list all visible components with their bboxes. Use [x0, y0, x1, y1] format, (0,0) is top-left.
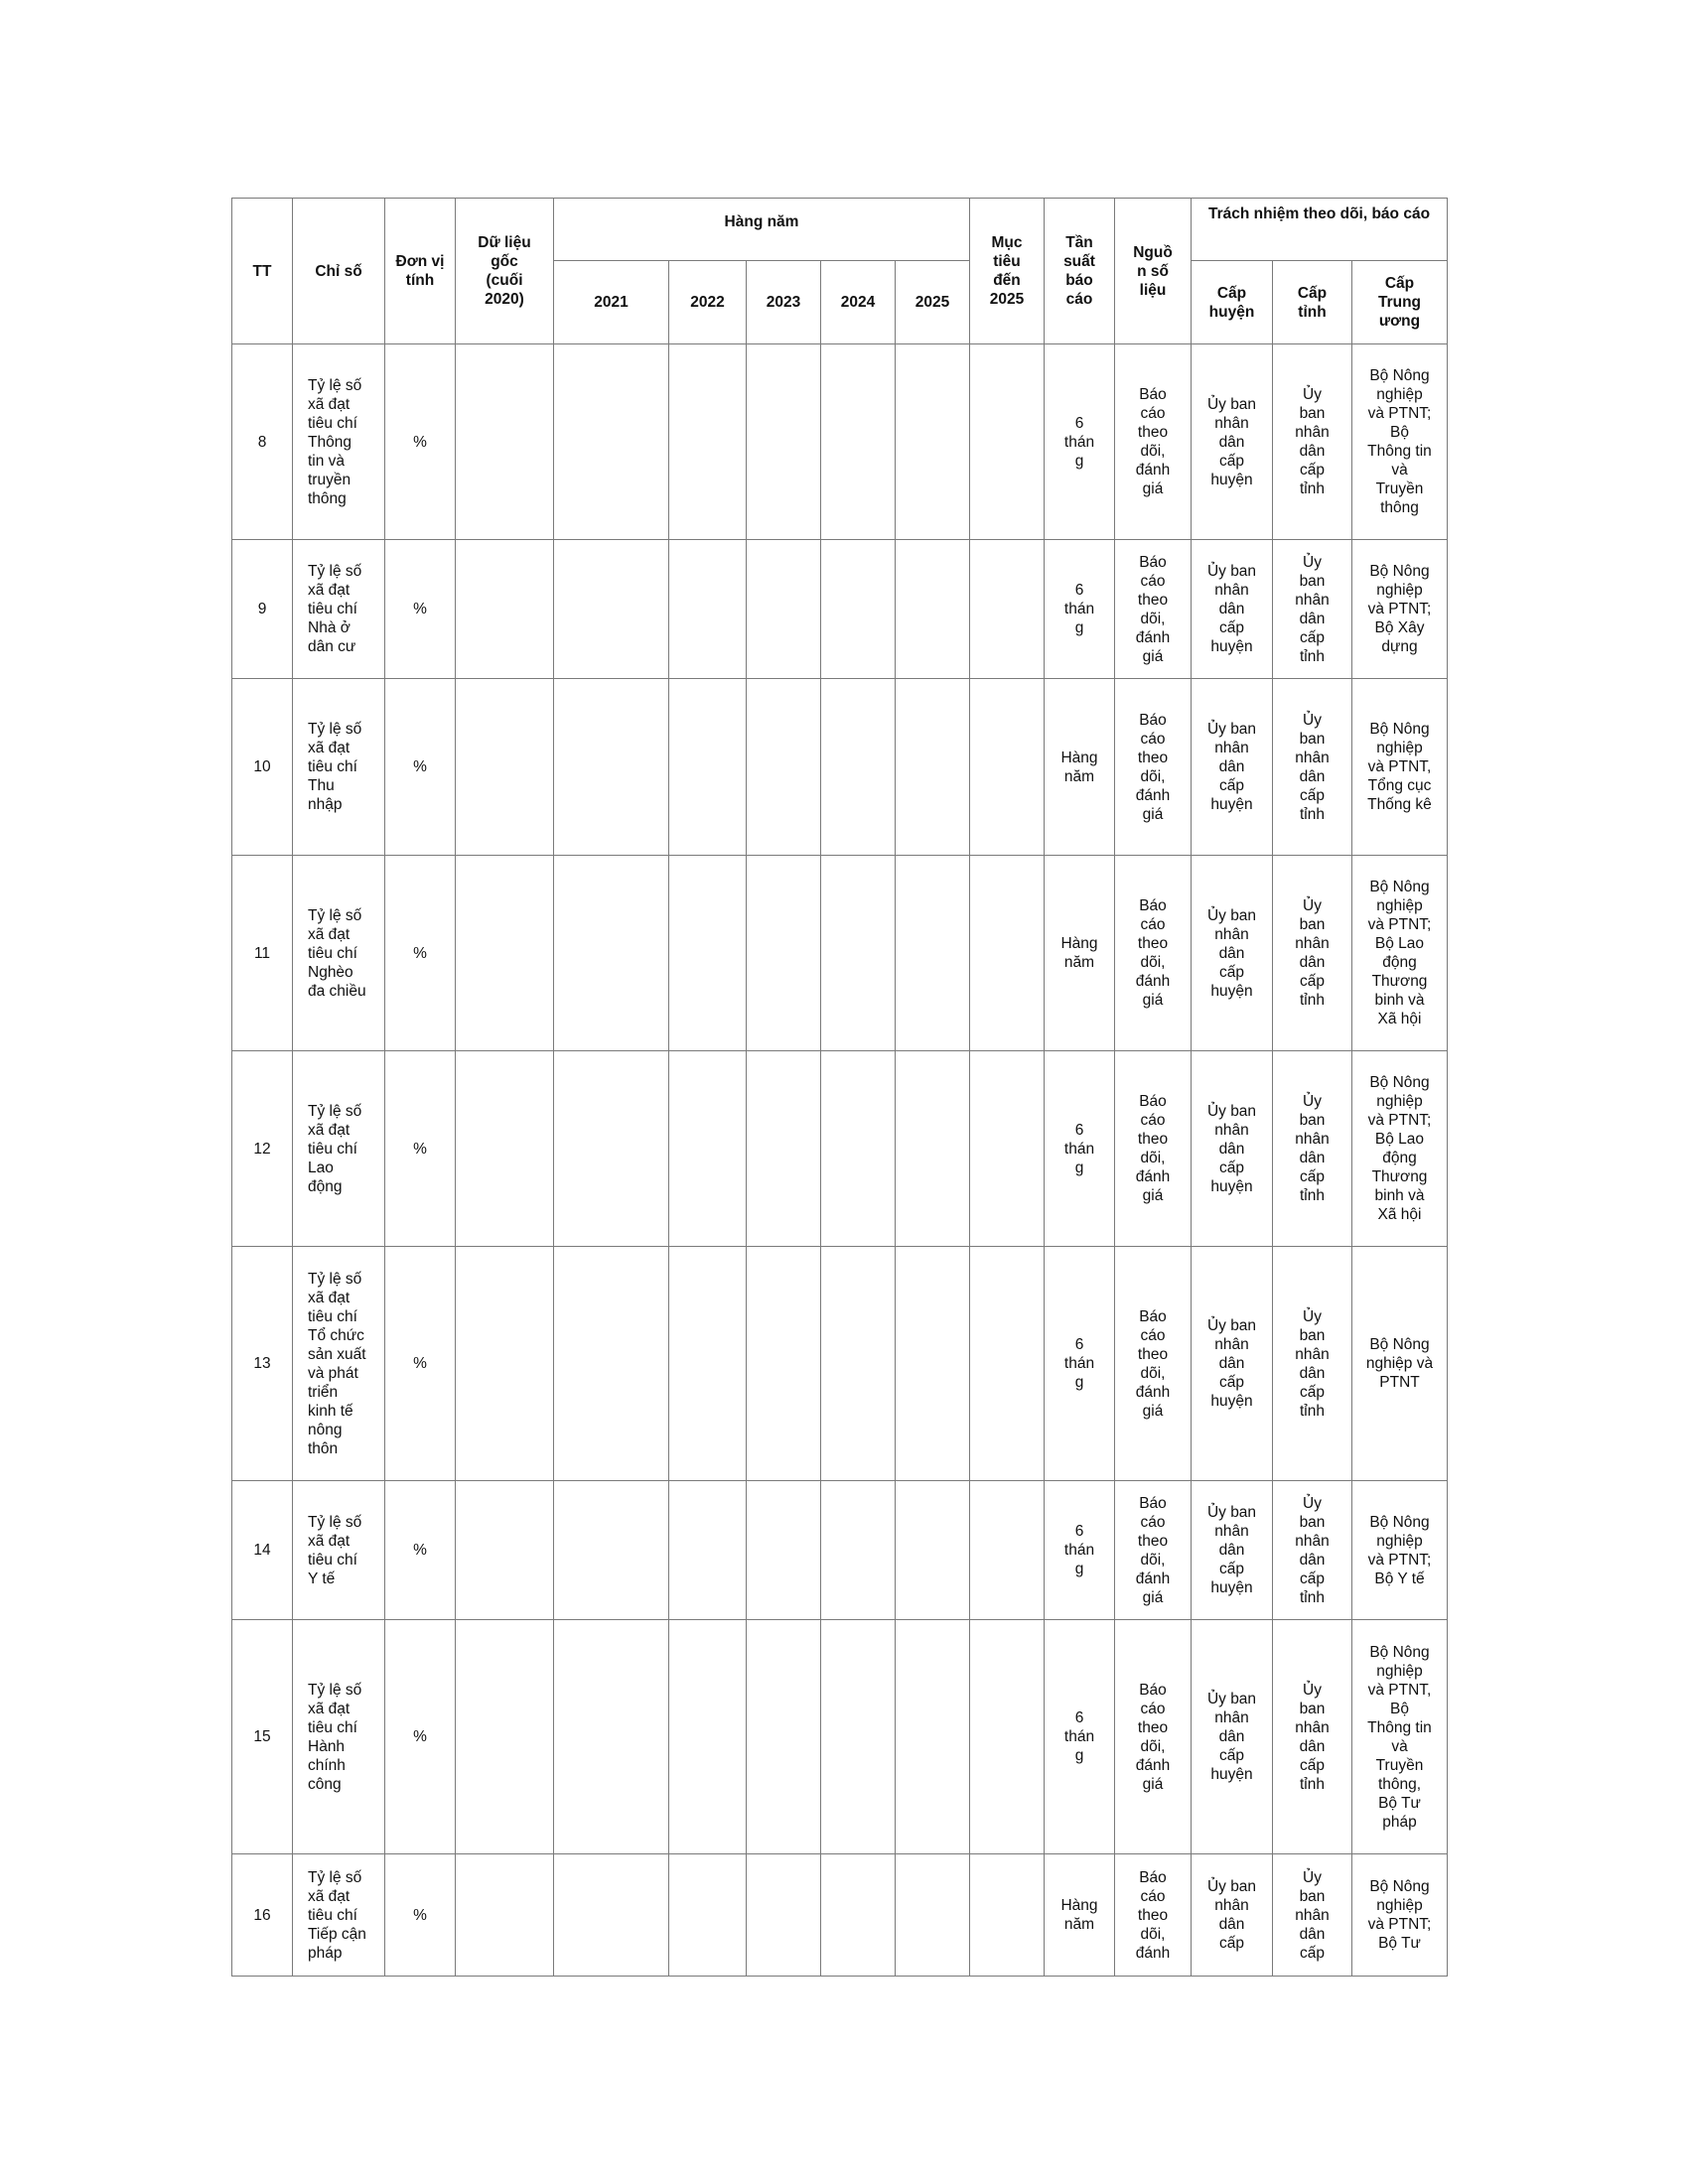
header-year-2023: 2023 — [747, 261, 821, 344]
cell-empty — [456, 1481, 554, 1620]
cell-tan-suat: Hàng năm — [1045, 679, 1115, 856]
cell-empty — [554, 344, 669, 540]
cell-tan-suat: 6 tháng — [1045, 1051, 1115, 1247]
table-row — [232, 1247, 1448, 1481]
cell-empty — [821, 1854, 896, 1977]
cell-tan-suat: 6 tháng — [1045, 540, 1115, 679]
table-row — [232, 856, 1448, 1051]
cell-tt: 8 — [232, 344, 293, 540]
cell-empty — [747, 679, 821, 856]
cell-don-vi: % — [385, 679, 456, 856]
cell-empty — [970, 1247, 1045, 1481]
header-tt: TT — [232, 199, 293, 344]
cell-chi-so: Tỷ lệ số xã đạt tiêu chí Y tế — [293, 1481, 385, 1620]
cell-empty — [970, 540, 1045, 679]
cell-cap-trung-uong: Bộ Nông nghiệp và PTNT; Bộ Xây dựng — [1352, 540, 1448, 679]
cell-empty — [970, 856, 1045, 1051]
cell-empty — [747, 344, 821, 540]
cell-cap-tinh: Ủy ban nhân dân cấp — [1273, 1854, 1352, 1977]
table-body — [232, 344, 1448, 1977]
cell-nguon: Báo cáo theo dõi, đánh giá — [1115, 856, 1192, 1051]
cell-cap-trung-uong: Bộ Nông nghiệp và PTNT — [1352, 1247, 1448, 1481]
cell-cap-tinh: Ủy ban nhân dân cấp tỉnh — [1273, 1051, 1352, 1247]
cell-empty — [669, 1620, 747, 1854]
cell-empty — [821, 1481, 896, 1620]
header-tan-suat: Tần suất báo cáo — [1045, 199, 1115, 344]
cell-tt: 16 — [232, 1854, 293, 1977]
cell-nguon: Báo cáo theo dõi, đánh giá — [1115, 1620, 1192, 1854]
header-cap-trung-uong: Cấp Trung ương — [1352, 261, 1448, 344]
cell-tt: 15 — [232, 1620, 293, 1854]
header-year-2024: 2024 — [821, 261, 896, 344]
cell-empty — [896, 1051, 970, 1247]
cell-empty — [669, 1051, 747, 1247]
cell-cap-trung-uong: Bộ Nông nghiệp và PTNT, Tổng cục Thống kê — [1352, 679, 1448, 856]
cell-empty — [896, 1247, 970, 1481]
cell-empty — [456, 1854, 554, 1977]
cell-empty — [669, 1247, 747, 1481]
cell-empty — [669, 1481, 747, 1620]
cell-empty — [747, 856, 821, 1051]
cell-tan-suat: Hàng năm — [1045, 856, 1115, 1051]
table-row — [232, 1854, 1448, 1977]
cell-empty — [554, 1051, 669, 1247]
cell-cap-huyen: Ủy ban nhân dân cấp huyện — [1192, 1620, 1273, 1854]
cell-empty — [456, 679, 554, 856]
cell-cap-trung-uong: Bộ Nông nghiệp và PTNT, Bộ Thông tin và Truyền thông, Bộ Tư pháp — [1352, 1620, 1448, 1854]
header-year-2025: 2025 — [896, 261, 970, 344]
cell-empty — [554, 856, 669, 1051]
cell-empty — [747, 1854, 821, 1977]
indicator-table — [231, 198, 1448, 1977]
cell-nguon: Báo cáo theo dõi, đánh giá — [1115, 679, 1192, 856]
cell-chi-so: Tỷ lệ số xã đạt tiêu chí Nhà ở dân cư — [293, 540, 385, 679]
cell-cap-huyen: Ủy ban nhân dân cấp huyện — [1192, 856, 1273, 1051]
cell-cap-trung-uong: Bộ Nông nghiệp và PTNT; Bộ Y tế — [1352, 1481, 1448, 1620]
cell-chi-so: Tỷ lệ số xã đạt tiêu chí Lao động — [293, 1051, 385, 1247]
cell-empty — [970, 1854, 1045, 1977]
cell-empty — [554, 540, 669, 679]
cell-cap-trung-uong: Bộ Nông nghiệp và PTNT; Bộ Thông tin và Truyền thông — [1352, 344, 1448, 540]
cell-cap-tinh: Ủy ban nhân dân cấp tỉnh — [1273, 1481, 1352, 1620]
cell-nguon: Báo cáo theo dõi, đánh — [1115, 1854, 1192, 1977]
cell-nguon: Báo cáo theo dõi, đánh giá — [1115, 1051, 1192, 1247]
cell-empty — [896, 344, 970, 540]
cell-empty — [669, 856, 747, 1051]
cell-empty — [896, 679, 970, 856]
cell-cap-huyen: Ủy ban nhân dân cấp huyện — [1192, 344, 1273, 540]
table-header — [232, 199, 1448, 344]
cell-empty — [821, 856, 896, 1051]
cell-empty — [554, 1854, 669, 1977]
cell-don-vi: % — [385, 1051, 456, 1247]
cell-nguon: Báo cáo theo dõi, đánh giá — [1115, 1247, 1192, 1481]
cell-cap-tinh: Ủy ban nhân dân cấp tỉnh — [1273, 540, 1352, 679]
table-row — [232, 679, 1448, 856]
cell-chi-so: Tỷ lệ số xã đạt tiêu chí Thu nhập — [293, 679, 385, 856]
cell-cap-tinh: Ủy ban nhân dân cấp tỉnh — [1273, 679, 1352, 856]
cell-don-vi: % — [385, 344, 456, 540]
cell-cap-tinh: Ủy ban nhân dân cấp tỉnh — [1273, 1620, 1352, 1854]
header-year-2022: 2022 — [669, 261, 747, 344]
cell-cap-huyen: Ủy ban nhân dân cấp huyện — [1192, 679, 1273, 856]
cell-empty — [554, 1481, 669, 1620]
cell-empty — [970, 344, 1045, 540]
cell-empty — [554, 1620, 669, 1854]
cell-chi-so: Tỷ lệ số xã đạt tiêu chí Tiếp cận pháp — [293, 1854, 385, 1977]
cell-empty — [669, 344, 747, 540]
cell-cap-tinh: Ủy ban nhân dân cấp tỉnh — [1273, 856, 1352, 1051]
cell-empty — [821, 679, 896, 856]
cell-empty — [456, 856, 554, 1051]
cell-tt: 12 — [232, 1051, 293, 1247]
header-cap-huyen: Cấp huyện — [1192, 261, 1273, 344]
header-year-2021: 2021 — [554, 261, 669, 344]
cell-don-vi: % — [385, 1620, 456, 1854]
cell-cap-huyen: Ủy ban nhân dân cấp — [1192, 1854, 1273, 1977]
cell-empty — [821, 344, 896, 540]
cell-chi-so: Tỷ lệ số xã đạt tiêu chí Thông tin và truyền thông — [293, 344, 385, 540]
cell-don-vi: % — [385, 856, 456, 1051]
cell-empty — [896, 540, 970, 679]
cell-empty — [456, 540, 554, 679]
cell-empty — [456, 344, 554, 540]
table-row — [232, 1481, 1448, 1620]
cell-tan-suat: 6 tháng — [1045, 1620, 1115, 1854]
cell-empty — [747, 1620, 821, 1854]
cell-empty — [970, 1051, 1045, 1247]
cell-tt: 13 — [232, 1247, 293, 1481]
cell-don-vi: % — [385, 1854, 456, 1977]
cell-empty — [896, 1854, 970, 1977]
cell-cap-trung-uong: Bộ Nông nghiệp và PTNT; Bộ Lao động Thương binh và Xã hội — [1352, 856, 1448, 1051]
cell-tan-suat: 6 tháng — [1045, 344, 1115, 540]
cell-don-vi: % — [385, 1247, 456, 1481]
header-muc-tieu: Mục tiêu đến 2025 — [970, 199, 1045, 344]
cell-cap-huyen: Ủy ban nhân dân cấp huyện — [1192, 1051, 1273, 1247]
header-nguon: Nguồn số liệu — [1115, 199, 1192, 344]
header-chi-so: Chỉ số — [293, 199, 385, 344]
cell-empty — [896, 856, 970, 1051]
header-cap-tinh: Cấp tỉnh — [1273, 261, 1352, 344]
cell-empty — [970, 679, 1045, 856]
cell-empty — [821, 1620, 896, 1854]
cell-empty — [970, 1481, 1045, 1620]
cell-cap-trung-uong: Bộ Nông nghiệp và PTNT; Bộ Tư — [1352, 1854, 1448, 1977]
cell-empty — [896, 1620, 970, 1854]
cell-empty — [747, 1481, 821, 1620]
cell-cap-trung-uong: Bộ Nông nghiệp và PTNT; Bộ Lao động Thương binh và Xã hội — [1352, 1051, 1448, 1247]
cell-tan-suat: 6 tháng — [1045, 1247, 1115, 1481]
cell-empty — [747, 1051, 821, 1247]
table-row — [232, 344, 1448, 540]
cell-empty — [821, 540, 896, 679]
cell-empty — [554, 1247, 669, 1481]
table-row — [232, 1051, 1448, 1247]
header-hang-nam: Hàng năm — [554, 199, 970, 261]
cell-chi-so: Tỷ lệ số xã đạt tiêu chí Nghèo đa chiều — [293, 856, 385, 1051]
cell-empty — [456, 1620, 554, 1854]
cell-empty — [896, 1481, 970, 1620]
cell-chi-so: Tỷ lệ số xã đạt tiêu chí Tổ chức sản xuất và phát triển kinh tế nông thôn — [293, 1247, 385, 1481]
header-du-lieu-goc: Dữ liệu gốc (cuối 2020) — [456, 199, 554, 344]
cell-tan-suat: 6 tháng — [1045, 1481, 1115, 1620]
header-trach-nhiem: Trách nhiệm theo dõi, báo cáo — [1192, 199, 1448, 261]
cell-cap-tinh: Ủy ban nhân dân cấp tỉnh — [1273, 344, 1352, 540]
cell-empty — [456, 1247, 554, 1481]
cell-nguon: Báo cáo theo dõi, đánh giá — [1115, 1481, 1192, 1620]
cell-chi-so: Tỷ lệ số xã đạt tiêu chí Hành chính công — [293, 1620, 385, 1854]
cell-empty — [669, 1854, 747, 1977]
cell-empty — [970, 1620, 1045, 1854]
cell-don-vi: % — [385, 1481, 456, 1620]
cell-tt: 11 — [232, 856, 293, 1051]
cell-empty — [669, 679, 747, 856]
cell-cap-huyen: Ủy ban nhân dân cấp huyện — [1192, 1247, 1273, 1481]
cell-tt: 9 — [232, 540, 293, 679]
cell-empty — [821, 1051, 896, 1247]
cell-empty — [554, 679, 669, 856]
cell-don-vi: % — [385, 540, 456, 679]
cell-empty — [747, 1247, 821, 1481]
cell-tan-suat: Hàng năm — [1045, 1854, 1115, 1977]
cell-empty — [669, 540, 747, 679]
cell-tt: 14 — [232, 1481, 293, 1620]
cell-nguon: Báo cáo theo dõi, đánh giá — [1115, 540, 1192, 679]
header-don-vi: Đơn vị tính — [385, 199, 456, 344]
table-row — [232, 540, 1448, 679]
cell-cap-tinh: Ủy ban nhân dân cấp tỉnh — [1273, 1247, 1352, 1481]
cell-empty — [747, 540, 821, 679]
cell-nguon: Báo cáo theo dõi, đánh giá — [1115, 344, 1192, 540]
table-row — [232, 1620, 1448, 1854]
cell-cap-huyen: Ủy ban nhân dân cấp huyện — [1192, 540, 1273, 679]
cell-tt: 10 — [232, 679, 293, 856]
cell-empty — [821, 1247, 896, 1481]
cell-empty — [456, 1051, 554, 1247]
cell-cap-huyen: Ủy ban nhân dân cấp huyện — [1192, 1481, 1273, 1620]
